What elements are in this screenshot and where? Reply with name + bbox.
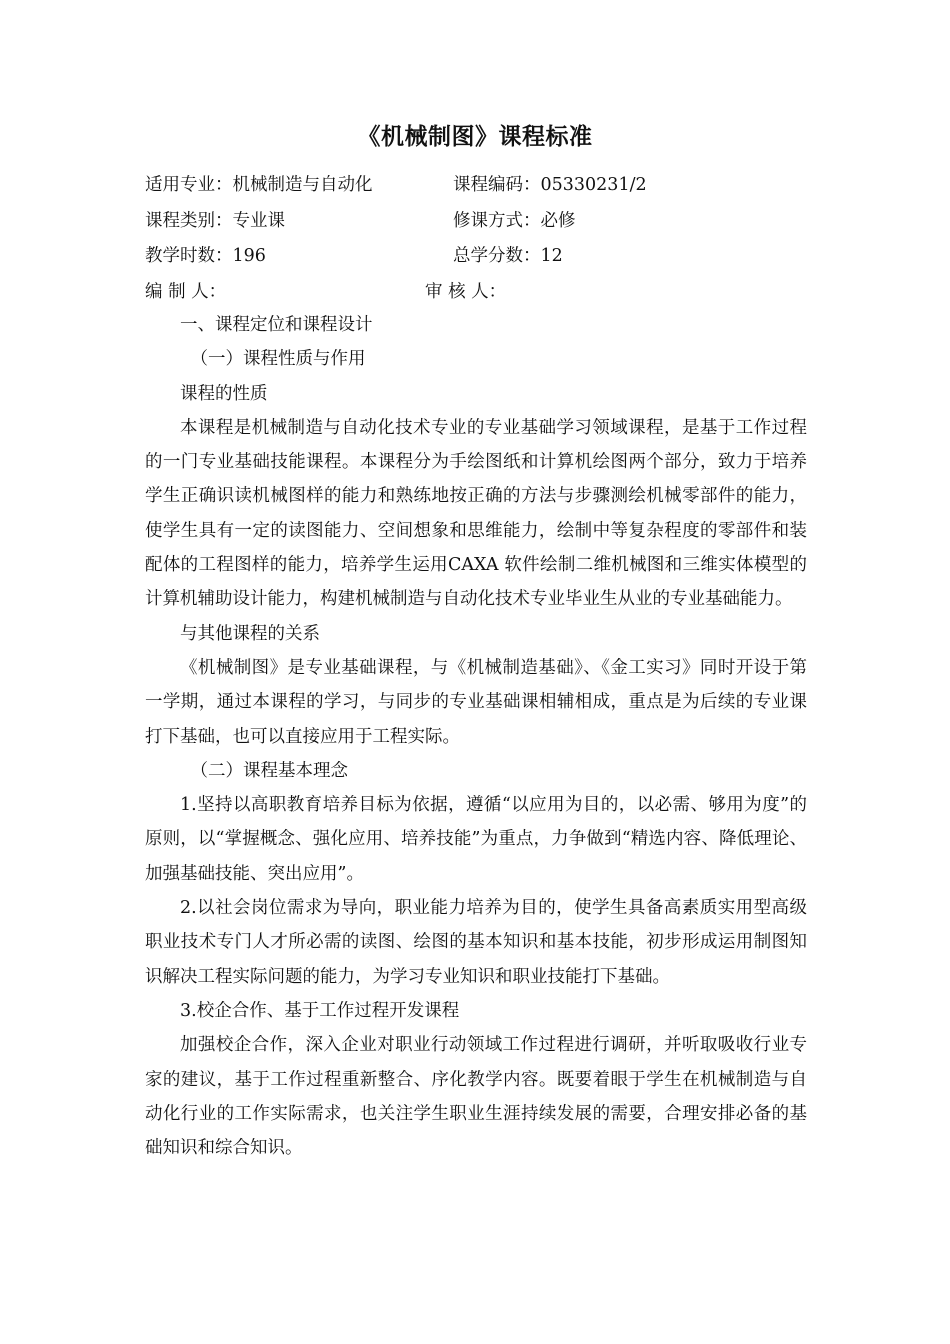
document-title: 《机械制图》课程标准	[357, 123, 593, 150]
meta-row-staff	[145, 275, 815, 311]
credits-value: 12	[540, 246, 563, 266]
code-value: 05330231/2	[540, 175, 647, 195]
document-body	[145, 308, 807, 1165]
paragraph: 加强校企合作，深入企业对职业行动领域工作过程进行调研，并听取吸收行业专家的建议，基于工作过程重新整合、序化教学内容。既要着眼于学生在机械制造与自动化行业的工作实际需求，也关注学生职业生涯持续发展的需要，合理安排必备的基础知识和综合知识。	[145, 1035, 807, 1159]
paragraph: 本课程是机械制造与自动化技术专业的专业基础学习领域课程，是基于工作过程的一门专业基础技能课程。本课程分为手绘图纸和计算机绘图两个部分，致力于培养学生正确识读机械图样的能力和熟练地按正确的方法与步骤测绘机械零部件的能力，使学生具有一定的读图能力、空间想象和思维能力，绘制中等复杂程度的零部件和装配体的工程图样的能力，培养学生运用CAXA 软件绘制二维机械图和三维实体模型的计算机辅助设计能力，构建机械制造与自动化技术专业毕业生从业的专业基础能力。	[145, 417, 807, 610]
section-heading: 一、课程定位和课程设计	[180, 315, 373, 335]
meta-row-hours	[145, 239, 815, 275]
meta-row-category	[145, 204, 815, 240]
course-meta	[145, 168, 815, 310]
paragraph: 1.坚持以高职教育培养目标为依据，遵循“以应用为目的，以必需、够用为度”的原则，以“掌握概念、强化应用、培养技能”为重点，力争做到“精选内容、降低理论、加强基础技能、突出应用”。	[145, 795, 807, 884]
paragraph: 《机械制图》是专业基础课程，与《机械制造基础》、《金工实习》同时开设于第一学期，通过本课程的学习，与同步的专业基础课相辅相成，重点是为后续的专业课打下基础，也可以直接应用于工程实际。	[145, 657, 807, 747]
reviewer-label: 审 核 人：	[425, 281, 507, 302]
major-label: 适用专业：	[145, 175, 233, 195]
author-label: 编 制 人：	[145, 281, 227, 302]
subsection-heading: （二）课程基本理念	[190, 760, 348, 781]
major-value: 机械制造与自动化	[232, 175, 373, 195]
topic-heading: 课程的性质	[180, 383, 268, 404]
paragraph: 2.以社会岗位需求为导向，职业能力培养为目的，使学生具备高素质实用型高级职业技术专门人才所必需的读图、绘图的基本知识和基本技能，初步形成运用制图知识解决工程实际问题的能力，为学习专业知识和职业技能打下基础。	[145, 898, 807, 987]
topic-heading: 3.校企合作、基于工作过程开发课程	[180, 1000, 460, 1021]
hours-label: 教学时数：	[145, 246, 233, 266]
credits-label: 总学分数：	[453, 246, 541, 266]
code-label: 课程编码：	[453, 175, 541, 195]
topic-heading: 与其他课程的关系	[180, 623, 320, 644]
category-value: 专业课	[232, 210, 285, 231]
hours-value: 196	[232, 246, 266, 266]
category-label: 课程类别：	[145, 210, 233, 231]
meta-row-major	[145, 168, 815, 204]
mode-label: 修课方式：	[453, 210, 541, 231]
mode-value: 必修	[540, 210, 576, 231]
subsection-heading: （一）课程性质与作用	[190, 349, 366, 370]
